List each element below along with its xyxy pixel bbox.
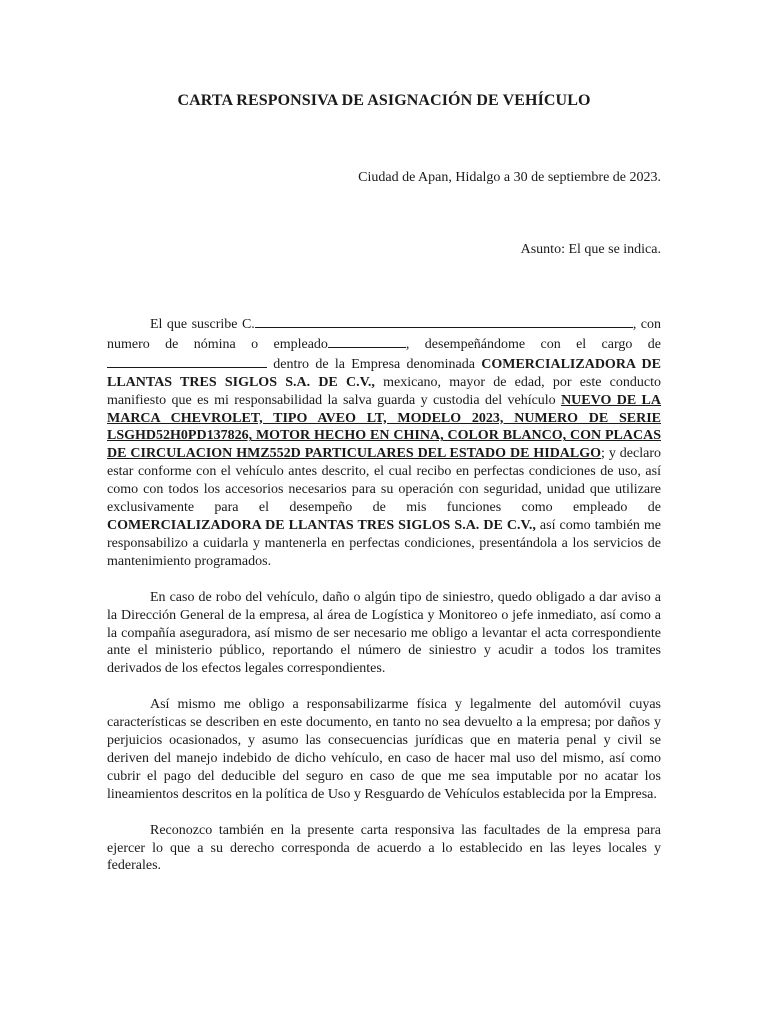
company-intro: dentro de la Empresa denominada bbox=[267, 356, 482, 372]
employee-number-blank bbox=[328, 334, 406, 348]
company-name: COMERCIALIZADORA DE LLANTAS TRES SIGLOS S.A. DE C.V., bbox=[107, 356, 662, 390]
vehicle-description: NUEVO DE LA MARCA CHEVROLET, TIPO AVEO LT, MODELO 2023, NUMERO DE SERIE LSGHD52H0PD137826, MOTOR HECHO EN CHINA, COLOR BLANCO, CON PLACAS DE CIRCULACION HMZ552D PARTICULARES DEL ESTADO DE HIDALGO bbox=[107, 392, 661, 462]
condition-statement: ; y declaro estar conforme con el vehículo antes descrito, el cual recibo en perfectas condiciones de uso, así como con todos los accesorios necesarios para su operación con seguridad, unidad que utilizare exclusivamente para el desempeño de mis funciones como empleado de bbox=[107, 446, 661, 516]
declaration-intro: El que suscribe C. bbox=[150, 317, 255, 332]
paragraph-theft: En caso de robo del vehículo, daño o algún tipo de siniestro, quedo obligado a dar aviso a la Dirección General de la empresa, al área de Logística y Monitoreo o jefe inmediato, así como a la compañía aseguradora, así mismo de ser necesario me obligo a levantar el acta correspondiente ante el ministerio público, reportando el número de siniestro y acudir a todos los tramites derivados de los efectos legales correspondientes. bbox=[107, 589, 661, 677]
subject-line: Asunto: El que se indica. bbox=[520, 242, 661, 257]
paragraph-liability: Así mismo me obligo a responsabilizarme física y legalmente del automóvil cuyas características se describen en este documento, en tanto no sea devuelto a la empresa; por daños y perjuicios ocasionados, y asumo las consecuencias jurídicas que en materia penal y civil se deriven del manejo indebido de dicho vehículo, en caso de hacer mal uso del mismo, así como cubrir el pago del deducible del seguro en caso de que me sea imputable por no acatar los lineamientos descritos en la política de Uso y Resguardo de Vehículos establecida por la Empresa. bbox=[107, 697, 661, 802]
employee-number-label: con numero de nómina o empleado bbox=[107, 317, 662, 352]
place-and-date: Ciudad de Apan, Hidalgo a 30 de septiembre de 2023. bbox=[358, 170, 661, 185]
paragraph-declaration bbox=[107, 314, 661, 571]
name-blank bbox=[255, 314, 633, 328]
paragraph-rights: Reconozco también en la presente carta responsiva las facultades de la empresa para ejercer lo que a su derecho corresponda de acuerdo a lo establecido en las leyes locales y federales. bbox=[107, 822, 661, 874]
position-blank bbox=[107, 354, 267, 368]
document-title: CARTA RESPONSIVA DE ASIGNACIÓN DE VEHÍCULO bbox=[177, 92, 591, 109]
company-name-repeat: COMERCIALIZADORA DE LLANTAS TRES SIGLOS S.A. DE C.V., bbox=[107, 517, 536, 533]
custody-statement: mexicano, mayor de edad, por este conducto manifiesto que es mi responsabilidad la salva guarda y custodia del vehículo bbox=[107, 374, 662, 408]
position-label: , desempeñándome con el cargo de bbox=[405, 336, 661, 352]
maintenance-statement: así como también me responsabilizo a cuidarla y mantenerla en perfectas condiciones, presentándola a los servicios de mantenimiento programados. bbox=[107, 517, 661, 569]
declaration-comma: , bbox=[632, 317, 637, 332]
letter-body bbox=[107, 314, 661, 893]
